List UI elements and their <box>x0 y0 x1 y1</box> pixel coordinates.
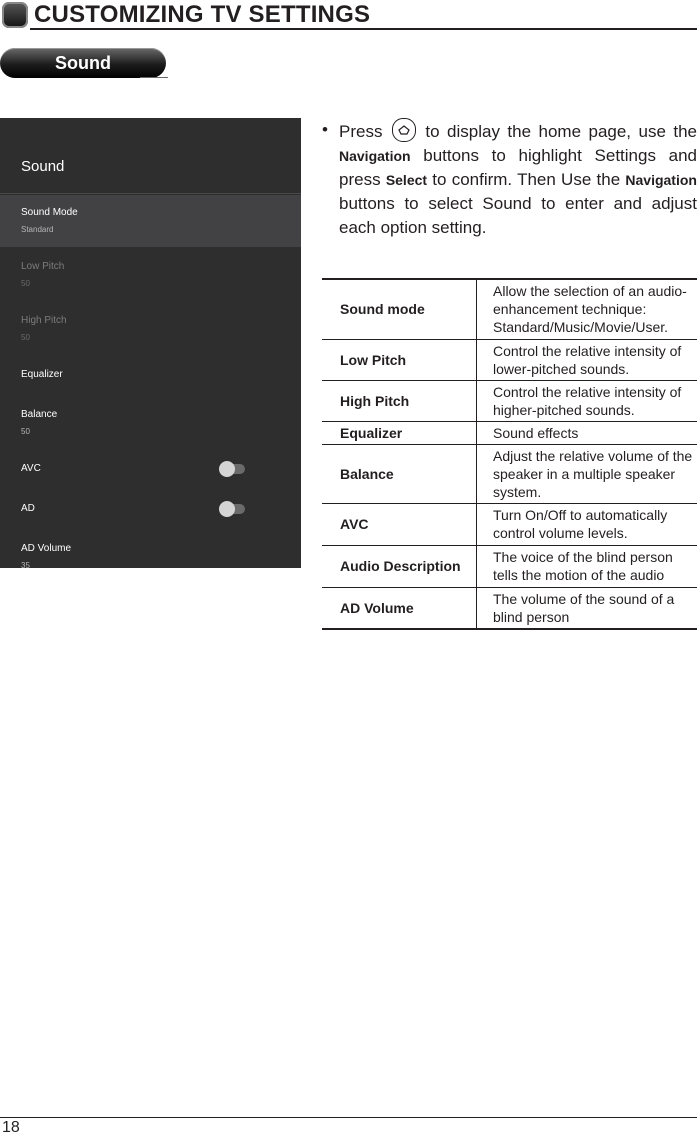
bullet-mark: • <box>322 118 328 142</box>
table-key: Low Pitch <box>322 339 477 380</box>
section-label: Sound <box>0 53 166 74</box>
tv-menu-item-ad[interactable]: AD <box>21 503 35 514</box>
table-desc: Adjust the relative volume of the speaker in a multiple speaker system. <box>477 444 697 503</box>
header-bullet-icon <box>2 2 28 28</box>
tv-menu-divider <box>0 193 301 194</box>
sound-settings-table <box>322 278 697 630</box>
table-key: Equalizer <box>322 421 477 444</box>
table-key: Balance <box>322 444 477 503</box>
table-key: Sound mode <box>322 279 477 339</box>
table-key: Audio Description <box>322 545 477 587</box>
table-row <box>322 545 697 587</box>
instruction-paragraph <box>322 118 697 240</box>
table-desc: Sound effects <box>477 421 697 444</box>
ad-toggle-knob <box>219 501 235 517</box>
section-badge <box>0 48 166 78</box>
table-row <box>322 587 697 629</box>
instruction-press: Press <box>339 122 382 141</box>
table-desc: The voice of the blind person tells the motion of the audio <box>477 545 697 587</box>
tv-menu-title: Sound <box>21 158 64 175</box>
instruction-select: Select <box>386 172 427 188</box>
instruction-part3: buttons to highlight Settings and press <box>339 146 697 189</box>
ad-toggle[interactable] <box>219 504 245 514</box>
table-key: AVC <box>322 503 477 545</box>
avc-toggle[interactable] <box>219 464 245 474</box>
table-key: High Pitch <box>322 380 477 421</box>
instruction-text <box>339 118 697 240</box>
footer-rule <box>0 1117 697 1118</box>
table-key: AD Volume <box>322 587 477 629</box>
instruction-navigation-2: Navigation <box>625 172 697 188</box>
table-row <box>322 380 697 421</box>
table-row <box>322 503 697 545</box>
table-desc: The volume of the sound of a blind person <box>477 587 697 629</box>
table-row <box>322 339 697 380</box>
table-desc: Turn On/Off to automatically control volume levels. <box>477 503 697 545</box>
table-row <box>322 421 697 444</box>
table-desc: Control the relative intensity of lower-pitched sounds. <box>477 339 697 380</box>
table-row <box>322 279 697 339</box>
tv-menu-value-balance: 50 <box>21 427 30 436</box>
table-desc: Control the relative intensity of higher-pitched sounds. <box>477 380 697 421</box>
avc-toggle-knob <box>219 461 235 477</box>
tv-menu-value-high-pitch: 50 <box>21 333 30 342</box>
tv-menu-item-balance[interactable]: Balance <box>21 409 57 420</box>
page-title: CUSTOMIZING TV SETTINGS <box>34 1 370 29</box>
tv-menu-screenshot <box>0 118 301 568</box>
tv-menu-selection-highlight <box>0 195 301 247</box>
page-header <box>0 0 697 30</box>
table-row <box>322 444 697 503</box>
instruction-navigation-1: Navigation <box>339 148 411 164</box>
header-rule <box>30 28 697 30</box>
page-number: 18 <box>2 1119 20 1137</box>
tv-menu-item-high-pitch[interactable]: High Pitch <box>21 315 67 326</box>
instruction-part4: to confirm. Then Use the <box>432 170 620 189</box>
home-icon <box>392 118 416 142</box>
tv-menu-value-sound-mode: Standard <box>21 225 53 234</box>
tv-menu-item-low-pitch[interactable]: Low Pitch <box>21 261 64 272</box>
table-desc: Allow the selection of an audio-enhancement technique: Standard/Music/Movie/User. <box>477 279 697 339</box>
instruction-part2: to display the home page, use the <box>425 122 697 141</box>
instruction-part5: buttons to select Sound to enter and adjust each option setting. <box>339 194 697 237</box>
tv-menu-item-ad-volume[interactable]: AD Volume <box>21 543 71 554</box>
section-badge-underline <box>140 77 168 78</box>
tv-menu-item-equalizer[interactable]: Equalizer <box>21 369 63 380</box>
tv-menu-value-ad-volume: 35 <box>21 561 30 568</box>
tv-menu-value-low-pitch: 50 <box>21 279 30 288</box>
tv-menu-item-avc[interactable]: AVC <box>21 463 41 474</box>
tv-menu-item-sound-mode[interactable]: Sound Mode <box>21 207 78 218</box>
